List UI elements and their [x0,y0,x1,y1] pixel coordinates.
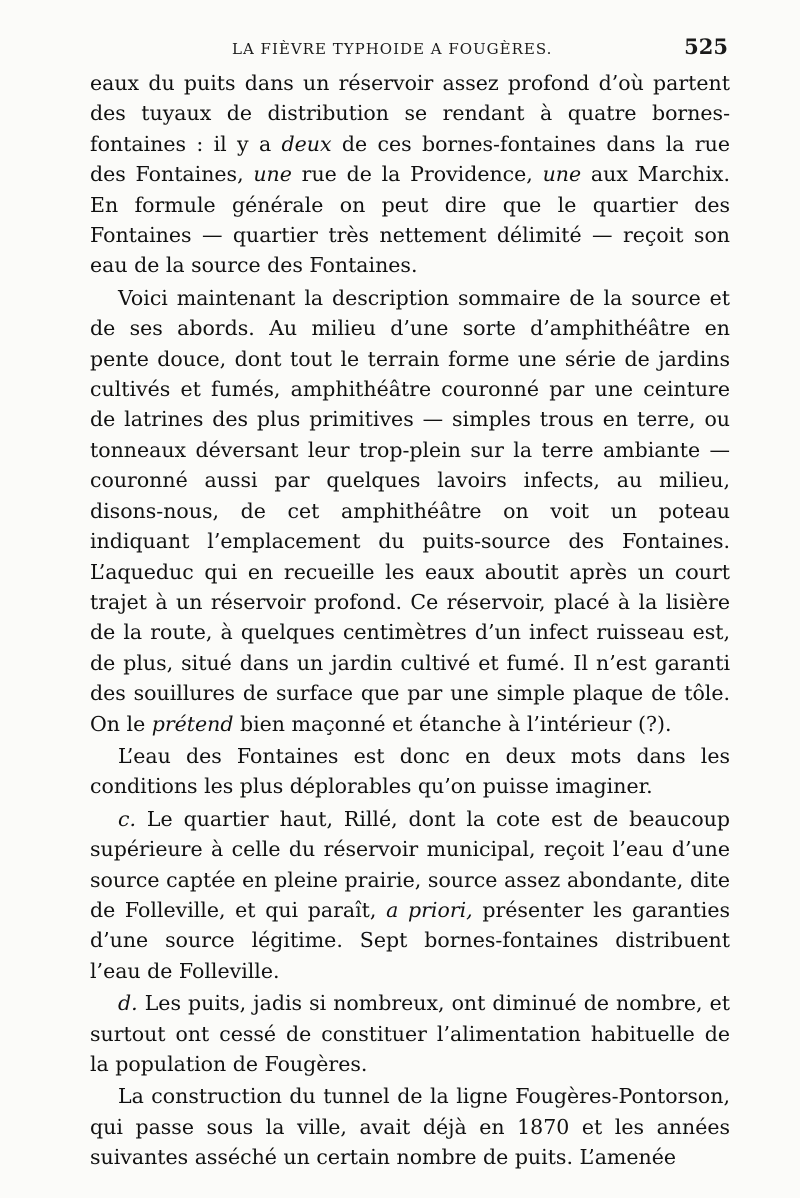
emphasis-deux: deux [281,131,332,156]
emphasis-a-priori: a priori, [386,897,473,922]
paragraph-2-text-a: Voici maintenant la description sommaire de la source et de ses abords. Au milieu d’une sorte d’amphithéâtre en pente douce, dont tout le terrain forme une série de jardins cultivés et fumés, amphithéâtre couronné par une ceinture de latrines des plus primitives — simples trous en terre, ou tonneaux déversant leur trop-plein sur la terre ambiante — couronné aussi par quelques lavoirs infects, au milieu, disons-nous, de cet amphithéâtre on voit un poteau indiquant l’emplacement du puits-source des Fontaines. L’aqueduc qui en recueille les eaux aboutit après un court trajet à un réservoir profond. Ce réservoir, placé à la lisière de la route, à quelques centimètres d’un infect ruisseau est, de plus, situé dans un jardin cultivé et fumé. Il n’est garanti des souillures de surface que par une simple plaque de tôle. On le [90,285,730,736]
paragraph-3: L’eau des Fontaines est donc en deux mots dans les conditions les plus déplorables qu’on puisse imaginer. [90,743,730,799]
paragraph-4 [90,804,730,986]
paragraph-2 [90,283,730,739]
body-text [90,68,730,1175]
paragraph-1 [90,68,730,281]
paragraph-5 [90,988,730,1079]
emphasis-une-2: une [542,162,582,187]
paragraph-1-text-c: de ces bornes-fontaines dans la rue des Fontaines, [90,131,730,187]
item-marker-d: d. [118,991,138,1016]
paragraph-6: La construction du tunnel de la ligne Fougères-Pontorson, qui passe sous la ville, avait déjà en 1870 et les années suivantes asséché un certain nombre de puits. L’amenée [90,1084,730,1170]
running-title: LA FIÈVRE TYPHOIDE A FOUGÈRES. [232,40,553,58]
item-marker-c: c. [118,806,136,831]
paragraph-5-text-b: Les puits, jadis si nombreux, ont diminué de nombre, et surtout ont cessé de constituer l’alimentation habituelle de la population de Fougères. [90,991,730,1076]
running-head [92,34,728,64]
paragraph-1-text-e: rue de la Providence, [291,162,543,187]
paragraph-2-text-c: bien maçonné et étanche à l’intérieur (?). [233,711,672,736]
paragraph-1-text-g: aux Marchix. En formule générale on peut dire que le quartier des Fontaines — quartier très nettement délimité — reçoit son eau de la source des Fontaines. [90,162,730,278]
page-number: 525 [684,34,728,59]
paragraph-4-text-d: présenter les garanties d’une source légitime. Sept bornes-fontaines distribuent l’eau de Folleville. [90,897,731,983]
emphasis-une-1: une [253,162,292,187]
emphasis-pretend: prétend [151,711,234,736]
paragraph-1-text-a: eaux du puits dans un réservoir assez profond d’où partent des tuyaux de distribution se rendant à quatre bornes-fontaines : il y a [90,71,730,156]
paragraph-4-text-b: Le quartier haut, Rillé, dont la cote est de beaucoup supérieure à celle du réservoir municipal, reçoit l’eau d’une source captée en pleine prairie, source assez abondante, dite de Folleville, et qui paraît, [90,806,730,922]
